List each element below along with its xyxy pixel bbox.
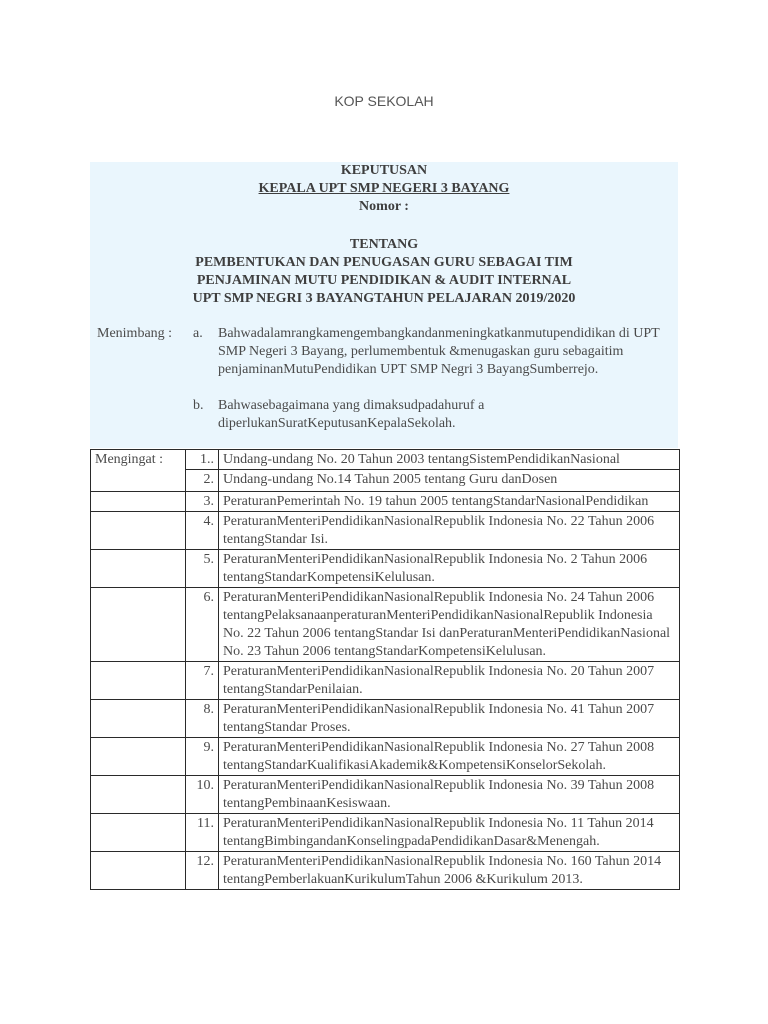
table-row	[91, 852, 680, 890]
kop-sekolah: KOP SEKOLAH	[334, 93, 434, 109]
table-row	[91, 550, 680, 588]
decree-number-label: Nomor :	[359, 199, 409, 214]
menimbang-item-text: Bahwadalamrangkamengembangkandanmeningkatkanmutupendidikan di UPT SMP Negeri 3 Bayang, perlumembentuk &menugaskan guru sebagaitim penjaminanMutuPendidikan UPT SMP Negri 3 BayangSumberrejo.	[218, 326, 660, 377]
table-row	[91, 662, 680, 700]
decree-subject	[90, 236, 678, 308]
item-number: 5.	[186, 550, 219, 588]
item-text: PeraturanMenteriPendidikanNasionalRepublik Indonesia No. 2 Tahun 2006 tentangStandarKompetensiKelulusan.	[219, 550, 680, 588]
item-number: 10.	[186, 776, 219, 814]
menimbang-item	[193, 397, 663, 433]
subject-line4: UPT SMP NEGRI 3 BAYANGTAHUN PELAJARAN 2019/2020	[192, 291, 576, 306]
item-text: PeraturanMenteriPendidikanNasionalRepublik Indonesia No. 22 Tahun 2006 tentangStandar Isi.	[219, 512, 680, 550]
table-row	[91, 700, 680, 738]
subject-line1: TENTANG	[349, 237, 419, 252]
label-cell-empty	[91, 588, 186, 662]
label-cell-empty	[91, 512, 186, 550]
item-text: PeraturanPemerintah No. 19 tahun 2005 tentangStandarNasionalPendidikan	[219, 492, 680, 512]
item-number: 6.	[186, 588, 219, 662]
item-text: PeraturanMenteriPendidikanNasionalRepublik Indonesia No. 39 Tahun 2008 tentangPembinaanKesiswaan.	[219, 776, 680, 814]
table-row	[91, 588, 680, 662]
item-text: PeraturanMenteriPendidikanNasionalRepublik Indonesia No. 24 Tahun 2006 tentangPelaksanaanperaturanMenteriPendidikanNasionalRepublik Indonesia No. 22 Tahun 2006 tentangStandar Isi danPeraturanMenteriPendidikanNasional No. 23 Tahun 2006 tentangStandarKompetensiKelulusan.	[219, 588, 680, 662]
item-number: 8.	[186, 700, 219, 738]
subject-line3: PENJAMINAN MUTU PENDIDIKAN & AUDIT INTERNAL	[196, 273, 572, 288]
item-number: 9.	[186, 738, 219, 776]
label-cell-empty	[91, 776, 186, 814]
item-number: 7.	[186, 662, 219, 700]
item-number: 11.	[186, 814, 219, 852]
table-row	[91, 814, 680, 852]
menimbang-item	[193, 325, 663, 379]
menimbang-label: Menimbang :	[97, 326, 173, 341]
item-text: PeraturanMenteriPendidikanNasionalRepublik Indonesia No. 41 Tahun 2007 tentangStandar Proses.	[219, 700, 680, 738]
item-number: 12.	[186, 852, 219, 890]
item-text: PeraturanMenteriPendidikanNasionalRepublik Indonesia No. 160 Tahun 2014 tentangPemberlakuanKurikulumTahun 2006 &Kurikulum 2013.	[219, 852, 680, 890]
menimbang-item-letter: b.	[193, 398, 204, 413]
item-text: PeraturanMenteriPendidikanNasionalRepublik Indonesia No. 11 Tahun 2014 tentangBimbingandanKonselingpadaPendidikanDasar&Menengah.	[219, 814, 680, 852]
item-number: 3.	[186, 492, 219, 512]
decree-title	[90, 162, 678, 216]
item-text: Undang-undang No.14 Tahun 2005 tentang Guru danDosen	[219, 470, 680, 492]
label-cell-empty	[91, 852, 186, 890]
label-cell-empty	[91, 814, 186, 852]
item-number: 4.	[186, 512, 219, 550]
label-cell-empty	[91, 550, 186, 588]
menimbang-item-letter: a.	[193, 326, 203, 341]
mengingat-table	[90, 449, 680, 890]
table-row	[91, 738, 680, 776]
item-number: 2.	[186, 470, 219, 492]
menimbang-item-text: Bahwasebagaimana yang dimaksudpadahuruf a diperlukanSuratKeputusanKepalaSekolah.	[218, 398, 485, 431]
table-row	[91, 776, 680, 814]
item-text: Undang-undang No. 20 Tahun 2003 tentangSistemPendidikanNasional	[219, 450, 680, 470]
mengingat-label: Mengingat :	[91, 450, 186, 492]
label-cell-empty	[91, 662, 186, 700]
item-text: PeraturanMenteriPendidikanNasionalRepublik Indonesia No. 27 Tahun 2008 tentangStandarKualifikasiAkademik&KompetensiKonselorSekolah.	[219, 738, 680, 776]
item-text: PeraturanMenteriPendidikanNasionalRepublik Indonesia No. 20 Tahun 2007 tentangStandarPenilaian.	[219, 662, 680, 700]
label-cell-empty	[91, 492, 186, 512]
item-number: 1..	[186, 450, 219, 470]
table-row	[91, 512, 680, 550]
table-row	[91, 450, 680, 470]
label-cell-empty	[91, 700, 186, 738]
subject-line2: PEMBENTUKAN DAN PENUGASAN GURU SEBAGAI TIM	[195, 255, 573, 270]
table-row	[91, 492, 680, 512]
decree-title-line2: KEPALA UPT SMP NEGERI 3 BAYANG	[258, 181, 510, 196]
decree-title-line1: KEPUTUSAN	[340, 163, 428, 178]
label-cell-empty	[91, 738, 186, 776]
